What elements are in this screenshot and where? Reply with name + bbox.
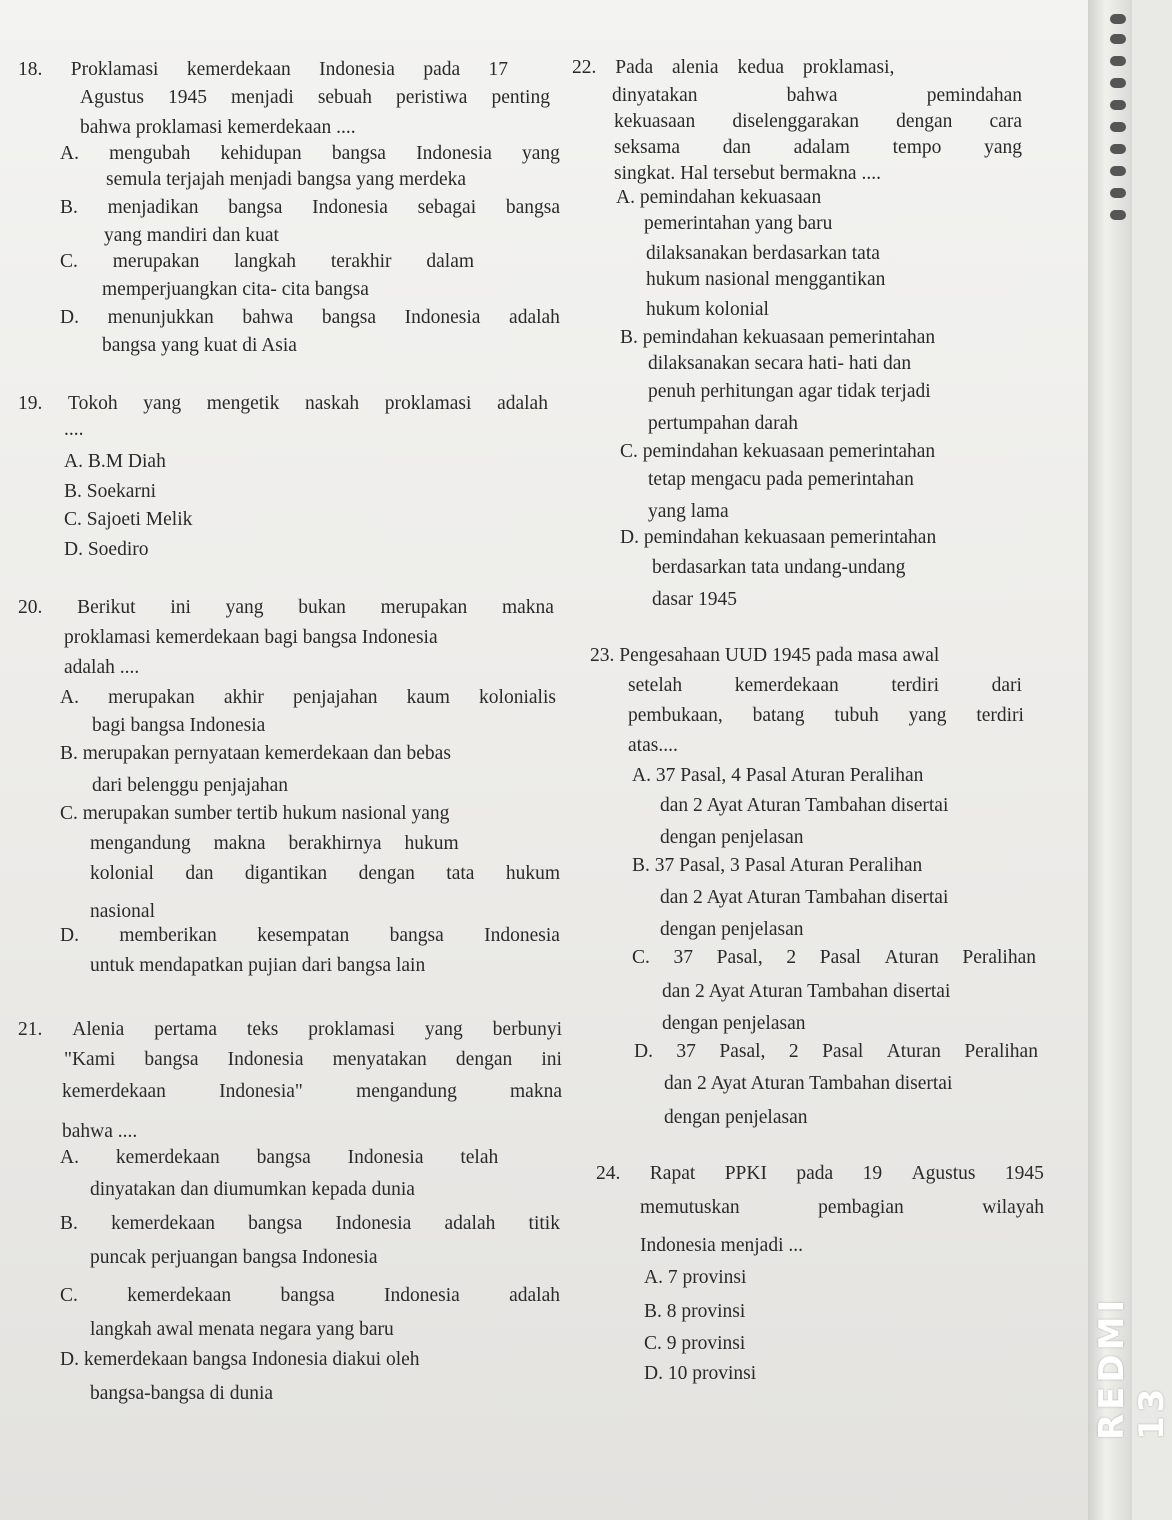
- word: Indonesia: [319, 59, 395, 80]
- q24-option-b: B. 8 provinsi: [644, 1301, 746, 1322]
- word: 2: [786, 947, 797, 968]
- word: dengan: [896, 111, 953, 132]
- word: berbunyi: [492, 1019, 562, 1040]
- q18-option-c: C. merupakan langkah terakhir dalam: [60, 251, 475, 272]
- q22-option-a: hukum kolonial: [646, 299, 769, 320]
- word: bangsa: [389, 925, 444, 946]
- q20-option-b: dari belenggu penjajahan: [92, 775, 288, 796]
- word: mengetik: [206, 393, 280, 414]
- q18-stem: [80, 86, 550, 110]
- word: C.: [60, 1285, 78, 1306]
- q22-option-d: berdasarkan tata undang-undang: [652, 557, 906, 578]
- q20-option-a: bagi bangsa Indonesia: [92, 715, 266, 736]
- word: mengubah: [109, 143, 191, 164]
- word: makna: [501, 597, 554, 618]
- word: Pasal,: [716, 947, 763, 968]
- q21-stem: bahwa ....: [62, 1121, 138, 1142]
- q18-stem: bahwa proklamasi kemerdekaan ....: [80, 117, 356, 138]
- q22-option-d: dasar 1945: [652, 589, 738, 610]
- word: adalah: [497, 393, 548, 414]
- q21-stem: [18, 1018, 562, 1042]
- word: kemerdekaan: [186, 59, 291, 80]
- q20-option-d: untuk mendapatkan pujian dari bangsa lain: [90, 955, 426, 976]
- q22-option-c: tetap mengacu pada pemerintahan: [648, 469, 914, 490]
- camera-watermark: REDMI 13: [1092, 1295, 1172, 1440]
- word: akhir: [223, 687, 264, 708]
- word: tata: [446, 863, 475, 884]
- word: makna: [510, 1081, 562, 1102]
- q22-option-d: D. pemindahan kekuasaan pemerintahan: [620, 527, 937, 548]
- word: Indonesia: [335, 1213, 412, 1234]
- word: bangsa: [280, 1285, 335, 1306]
- word: peristiwa: [395, 87, 468, 108]
- q22-stem: [612, 84, 1022, 108]
- word: yang: [225, 597, 264, 618]
- word: adalam: [793, 137, 850, 158]
- word: kemerdekaan: [734, 675, 839, 696]
- word: yang: [424, 1019, 463, 1040]
- word: yang: [522, 143, 560, 164]
- word: 1945: [1004, 1163, 1044, 1184]
- word: Agustus: [80, 87, 144, 108]
- q19-option-b: B. Soekarni: [64, 481, 157, 502]
- binding-hole: [1110, 100, 1126, 110]
- q20-stem: adalah ....: [64, 657, 140, 678]
- q19-option-d: D. Soediro: [64, 539, 149, 560]
- q22-stem: 22. Pada alenia kedua proklamasi,: [572, 57, 895, 78]
- word: yang: [143, 393, 182, 414]
- q23-option-b: B. 37 Pasal, 3 Pasal Aturan Peralihan: [632, 855, 923, 876]
- binding-hole: [1110, 56, 1126, 66]
- word: ini: [541, 1049, 562, 1070]
- q18-option-a: semula terjajah menjadi bangsa yang merdeka: [106, 169, 467, 190]
- binding-hole: [1110, 188, 1126, 198]
- word: tubuh: [834, 705, 879, 726]
- word: Pasal: [819, 947, 861, 968]
- word: dengan: [358, 863, 415, 884]
- q22-option-c: C. pemindahan kekuasaan pemerintahan: [620, 441, 936, 462]
- word: kemerdekaan: [127, 1285, 232, 1306]
- q20-stem: proklamasi kemerdekaan bagi bangsa Indonesia: [64, 627, 438, 648]
- word: A.: [60, 143, 79, 164]
- binding-hole: [1110, 210, 1126, 220]
- word: merupakan: [380, 597, 468, 618]
- word: kolonialis: [479, 687, 556, 708]
- word: cara: [989, 111, 1022, 132]
- word: kekuasaan: [614, 111, 696, 132]
- word: bahwa: [242, 307, 294, 328]
- word: setelah: [628, 675, 683, 696]
- q18-option-a: [60, 142, 560, 166]
- q24-stem: [640, 1196, 1044, 1220]
- word: kehidupan: [220, 143, 302, 164]
- q24-option-c: C. 9 provinsi: [644, 1333, 746, 1354]
- word: menjadikan: [107, 197, 199, 218]
- binding-hole: [1110, 166, 1126, 176]
- q21-option-d: bangsa-bangsa di dunia: [90, 1383, 274, 1404]
- word: yang: [984, 137, 1022, 158]
- word: 19.: [18, 393, 43, 414]
- word: dan: [185, 863, 214, 884]
- q18-option-b: yang mandiri dan kuat: [104, 225, 279, 246]
- word: penjajahan: [293, 687, 378, 708]
- q19-stem: ....: [64, 419, 84, 440]
- word: Berikut: [77, 597, 136, 618]
- word: proklamasi: [384, 393, 472, 414]
- word: pertama: [154, 1019, 217, 1040]
- word: PPKI: [724, 1163, 767, 1184]
- word: bangsa: [505, 197, 560, 218]
- word: 18.: [18, 59, 43, 80]
- q23-option-a: dengan penjelasan: [660, 827, 804, 848]
- word: dengan: [455, 1049, 513, 1070]
- word: Pasal: [822, 1041, 864, 1062]
- word: Indonesia: [484, 925, 560, 946]
- word: bangsa: [248, 1213, 303, 1234]
- word: B.: [60, 197, 78, 218]
- word: 1945: [167, 87, 207, 108]
- word: bangsa: [228, 197, 283, 218]
- word: Aturan: [884, 947, 939, 968]
- q20-option-d: [60, 924, 560, 948]
- word: kolonial: [90, 863, 154, 884]
- word: D.: [60, 307, 79, 328]
- q18-stem: [18, 58, 508, 82]
- q19-option-c: C. Sajoeti Melik: [64, 509, 193, 530]
- q24-option-d: D. 10 provinsi: [644, 1363, 757, 1384]
- q23-stem: atas....: [628, 735, 678, 756]
- word: pada: [796, 1163, 834, 1184]
- word: 17: [488, 59, 508, 80]
- word: titik: [528, 1213, 560, 1234]
- q19-stem: [18, 392, 548, 416]
- q22-option-c: yang lama: [648, 501, 729, 522]
- q19-option-a: A. B.M Diah: [64, 451, 166, 472]
- q23-option-a: dan 2 Ayat Aturan Tambahan disertai: [660, 795, 949, 816]
- word: Peralihan: [962, 947, 1036, 968]
- q21-option-a: dinyatakan dan diumumkan kepada dunia: [90, 1179, 415, 1200]
- word: kemerdekaan: [111, 1213, 215, 1234]
- word: pada: [423, 59, 461, 80]
- word: Indonesia: [227, 1049, 304, 1070]
- q23-option-b: dengan penjelasan: [660, 919, 804, 940]
- word: pemindahan: [926, 85, 1022, 106]
- word: kemerdekaan: [62, 1081, 166, 1102]
- q18-option-d: [60, 306, 560, 330]
- q22-option-b: pertumpahan darah: [648, 413, 798, 434]
- q22-option-a: pemerintahan yang baru: [644, 213, 833, 234]
- word: tempo: [892, 137, 942, 158]
- word: Indonesia": [219, 1081, 303, 1102]
- word: mengandung: [356, 1081, 457, 1102]
- word: teks: [246, 1019, 279, 1040]
- q23-stem: [628, 674, 1022, 698]
- word: Rapat: [649, 1163, 696, 1184]
- word: terdiri: [891, 675, 940, 696]
- word: memutuskan: [640, 1197, 740, 1218]
- q20-option-c: C. merupakan sumber tertib hukum nasional yang: [60, 803, 450, 824]
- q23-option-c: dan 2 Ayat Aturan Tambahan disertai: [662, 981, 951, 1002]
- q21-option-c: [60, 1284, 560, 1308]
- word: ini: [170, 597, 191, 618]
- word: adalah: [509, 1285, 560, 1306]
- word: Peralihan: [964, 1041, 1038, 1062]
- word: menunjukkan: [107, 307, 214, 328]
- q21-option-b: puncak perjuangan bangsa Indonesia: [90, 1247, 378, 1268]
- word: pembukaan,: [628, 705, 723, 726]
- binding-hole: [1110, 14, 1126, 24]
- word: sebuah: [317, 87, 372, 108]
- q23-option-c: [632, 946, 1036, 970]
- word: kaum: [406, 687, 450, 708]
- q20-option-c: [90, 862, 560, 886]
- word: bukan: [298, 597, 346, 618]
- word: A.: [60, 687, 79, 708]
- word: terdiri: [976, 705, 1024, 726]
- word: digantikan: [244, 863, 328, 884]
- word: menjadi: [230, 87, 294, 108]
- word: menyatakan: [332, 1049, 427, 1070]
- word: Agustus: [911, 1163, 976, 1184]
- q23-option-a: A. 37 Pasal, 4 Pasal Aturan Peralihan: [632, 765, 924, 786]
- word: hukum: [505, 863, 560, 884]
- word: 37: [673, 947, 694, 968]
- word: kesempatan: [257, 925, 350, 946]
- word: 21.: [18, 1019, 43, 1040]
- binding-hole: [1110, 34, 1126, 44]
- word: D.: [634, 1041, 653, 1062]
- q18-option-b: [60, 196, 560, 220]
- q22-option-a: hukum nasional menggantikan: [646, 269, 886, 290]
- word: pembagian: [818, 1197, 904, 1218]
- binding-hole: [1110, 122, 1126, 132]
- word: C.: [632, 947, 650, 968]
- word: bahwa: [786, 85, 838, 106]
- word: penting: [491, 87, 550, 108]
- q21-option-c: langkah awal menata negara yang baru: [90, 1319, 394, 1340]
- word: bangsa: [144, 1049, 199, 1070]
- word: seksama: [614, 137, 681, 158]
- q22-option-b: dilaksanakan secara hati- hati dan: [648, 353, 912, 374]
- q22-stem: [614, 136, 1022, 160]
- word: proklamasi: [308, 1019, 395, 1040]
- word: batang: [752, 705, 805, 726]
- q20-option-c: mengandung makna berakhirnya hukum: [90, 833, 459, 854]
- q24-option-a: A. 7 provinsi: [644, 1267, 747, 1288]
- binding-hole: [1110, 144, 1126, 154]
- word: D.: [60, 925, 79, 946]
- q23-option-d: [634, 1040, 1038, 1064]
- word: merupakan: [108, 687, 195, 708]
- q24-stem: [596, 1162, 1044, 1186]
- q23-stem: 23. Pengesahaan UUD 1945 pada masa awal: [590, 645, 940, 666]
- q22-option-a: A. pemindahan kekuasaan: [616, 187, 822, 208]
- q20-option-a: [60, 686, 556, 710]
- word: adalah: [444, 1213, 496, 1234]
- word: bangsa: [331, 143, 386, 164]
- word: "Kami: [64, 1049, 116, 1070]
- q20-option-b: B. merupakan pernyataan kemerdekaan dan bebas: [60, 743, 451, 764]
- word: dari: [991, 675, 1022, 696]
- q22-stem: singkat. Hal tersebut bermakna ....: [614, 163, 881, 184]
- word: dan: [722, 137, 751, 158]
- word: 20.: [18, 597, 43, 618]
- q21-option-a: A. kemerdekaan bangsa Indonesia telah: [60, 1147, 499, 1168]
- word: Indonesia: [404, 307, 481, 328]
- q23-option-b: dan 2 Ayat Aturan Tambahan disertai: [660, 887, 949, 908]
- word: diselenggarakan: [732, 111, 860, 132]
- word: Alenia: [72, 1019, 125, 1040]
- q20-stem: [18, 596, 554, 620]
- word: Indonesia: [416, 143, 492, 164]
- q22-option-a: dilaksanakan berdasarkan tata: [646, 243, 880, 264]
- word: sebagai: [417, 197, 477, 218]
- q21-stem: [64, 1048, 562, 1072]
- word: 19: [862, 1163, 883, 1184]
- q23-option-d: dan 2 Ayat Aturan Tambahan disertai: [664, 1073, 953, 1094]
- q18-option-c: memperjuangkan cita- cita bangsa: [102, 279, 369, 300]
- q21-option-b: [60, 1212, 560, 1236]
- word: dinyatakan: [612, 85, 698, 106]
- q24-stem: Indonesia menjadi ...: [640, 1235, 803, 1256]
- q22-stem: [614, 110, 1022, 134]
- word: 24.: [596, 1163, 621, 1184]
- word: 37: [676, 1041, 696, 1062]
- word: Tokoh: [68, 393, 118, 414]
- word: Pasal,: [719, 1041, 766, 1062]
- q23-stem: [628, 704, 1024, 728]
- q22-option-b: penuh perhitungan agar tidak terjadi: [648, 381, 931, 402]
- q18-option-d: bangsa yang kuat di Asia: [102, 335, 297, 356]
- word: adalah: [509, 307, 560, 328]
- word: bangsa: [321, 307, 377, 328]
- word: wilayah: [982, 1197, 1044, 1218]
- word: memberikan: [119, 925, 217, 946]
- word: B.: [60, 1213, 78, 1234]
- word: Indonesia: [383, 1285, 460, 1306]
- word: Aturan: [886, 1041, 941, 1062]
- word: yang: [908, 705, 947, 726]
- binding-hole: [1110, 78, 1126, 88]
- word: Indonesia: [312, 197, 388, 218]
- word: 2: [788, 1041, 799, 1062]
- q22-option-b: B. pemindahan kekuasaan pemerintahan: [620, 327, 936, 348]
- word: Proklamasi: [70, 59, 159, 80]
- q23-option-d: dengan penjelasan: [664, 1107, 808, 1128]
- q21-stem: [62, 1080, 562, 1104]
- q20-option-c: nasional: [90, 901, 155, 922]
- q23-option-c: dengan penjelasan: [662, 1013, 806, 1034]
- q21-option-d: D. kemerdekaan bangsa Indonesia diakui oleh: [60, 1349, 420, 1370]
- word: naskah: [304, 393, 360, 414]
